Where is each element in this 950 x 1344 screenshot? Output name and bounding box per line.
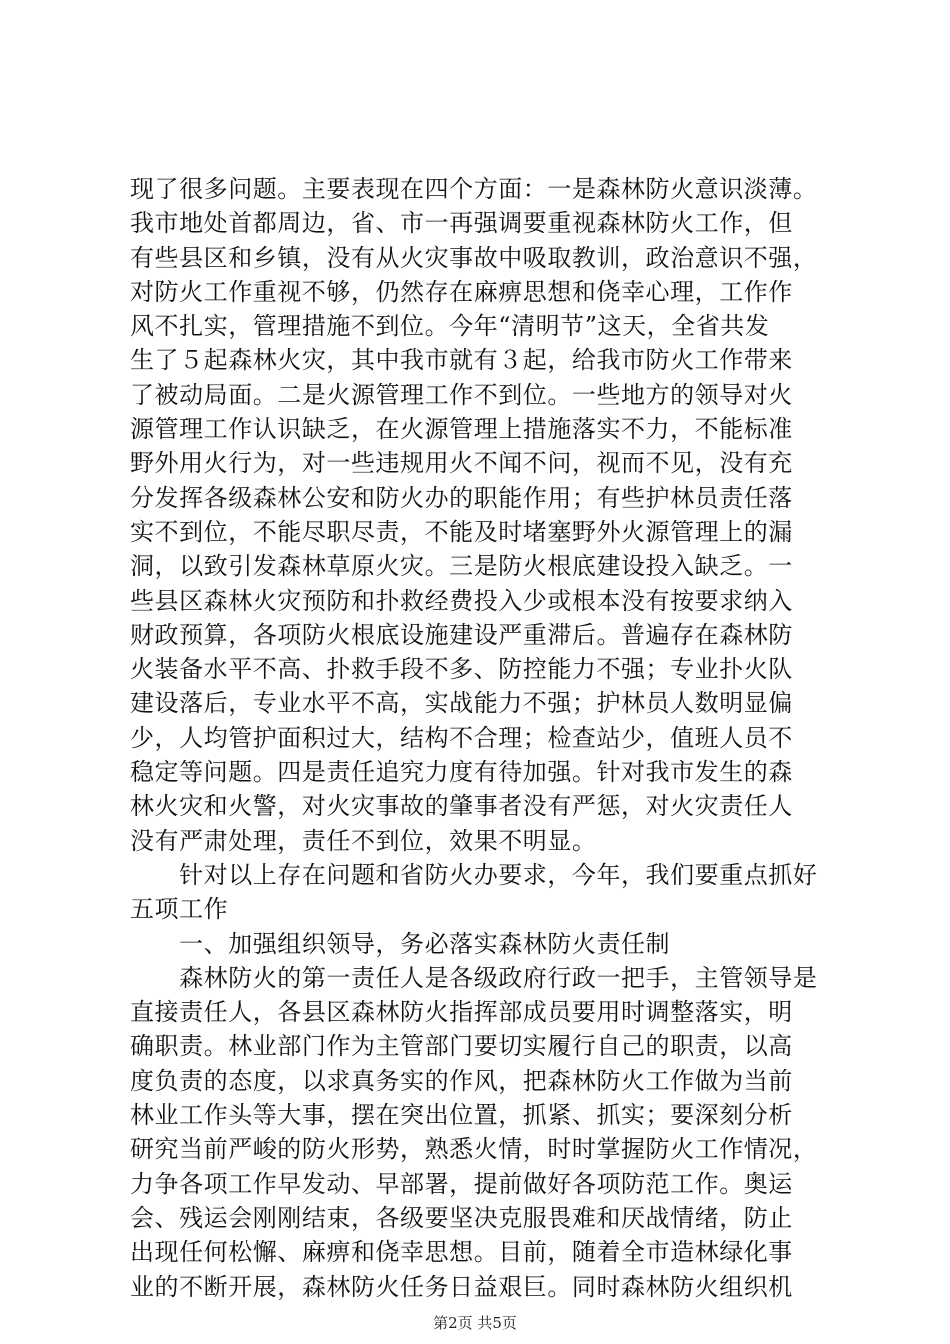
text-line: 洞，以致引发森林草原火灾。三是防火根底建设投入缺乏。一 — [130, 552, 793, 581]
text-line: 森林防火的第一责任人是各级政府行政一把手，主管领导是 — [130, 963, 818, 992]
text-line: 五项工作 — [130, 895, 229, 924]
body-text — [130, 172, 830, 1304]
text-line: 业的不断开展，森林防火任务日益艰巨。同时森林防火组织机 — [130, 1272, 793, 1301]
text-line: 直接责任人，各县区森林防火指挥部成员要用时调整落实，明 — [130, 998, 793, 1027]
text-line: 林业工作头等大事，摆在突出位置，抓紧、抓实；要深刻分析 — [130, 1101, 793, 1130]
text-line: 风不扎实，管理措施不到位。今年“清明节”这天，全省共发 — [130, 312, 770, 341]
text-line: 稳定等问题。四是责任追究力度有待加强。针对我市发生的森 — [130, 758, 793, 787]
text-line: 少，人均管护面积过大，结构不合理；检查站少，值班人员不 — [130, 723, 793, 752]
text-line: 野外用火行为，对一些违规用火不闻不问，视而不见，没有充 — [130, 449, 793, 478]
text-line: 生了５起森林火灾，其中我市就有３起，给我市防火工作带来 — [130, 346, 793, 375]
text-line: 度负责的态度，以求真务实的作风，把森林防火工作做为当前 — [130, 1066, 793, 1095]
section-heading: 一、加强组织领导，务必落实森林防火责任制 — [130, 929, 671, 958]
text-line: 林火灾和火警，对火灾事故的肇事者没有严惩，对火灾责任人 — [130, 792, 793, 821]
text-line: 出现任何松懈、麻痹和侥幸思想。目前，随着全市造林绿化事 — [130, 1238, 793, 1267]
text-line: 我市地处首都周边，省、市一再强调要重视森林防火工作，但 — [130, 209, 793, 238]
text-line: 分发挥各级森林公安和防火办的职能作用；有些护林员责任落 — [130, 483, 793, 512]
text-line: 确职责。林业部门作为主管部门要切实履行自己的职责，以高 — [130, 1032, 793, 1061]
text-line: 针对以上存在问题和省防火办要求，今年，我们要重点抓好 — [130, 860, 818, 889]
text-line: 财政预算，各项防火根底设施建设严重滞后。普遍存在森林防 — [130, 620, 793, 649]
text-line: 对防火工作重视不够，仍然存在麻痹思想和侥幸心理，工作作 — [130, 277, 793, 306]
text-line: 研究当前严峻的防火形势，熟悉火情，时时掌握防火工作情况， — [130, 1135, 818, 1164]
text-line: 有些县区和乡镇，没有从火灾事故中吸取教训，政治意识不强， — [130, 243, 818, 272]
text-line: 实不到位，不能尽职尽责，不能及时堵塞野外火源管理上的漏 — [130, 517, 793, 546]
text-line: 源管理工作认识缺乏，在火源管理上措施落实不力，不能标准 — [130, 415, 793, 444]
text-line: 现了很多问题。主要表现在四个方面：一是森林防火意识淡薄。 — [130, 175, 818, 203]
text-line: 了被动局面。二是火源管理工作不到位。一些地方的领导对火 — [130, 380, 793, 409]
text-line: 火装备水平不高、扑救手段不多、防控能力不强；专业扑火队 — [130, 655, 793, 684]
text-line: 建设落后，专业水平不高，实战能力不强；护林员人数明显偏 — [130, 689, 793, 718]
page-number-footer: 第2页 共5页 — [433, 1314, 517, 1332]
text-line: 力争各项工作早发动、早部署，提前做好各项防范工作。奥运 — [130, 1169, 793, 1198]
text-line: 没有严肃处理，责任不到位，效果不明显。 — [130, 826, 597, 855]
text-line: 些县区森林火灾预防和扑救经费投入少或根本没有按要求纳入 — [130, 586, 793, 615]
text-line: 会、残运会刚刚结束，各级要坚决克服畏难和厌战情绪，防止 — [130, 1203, 793, 1232]
